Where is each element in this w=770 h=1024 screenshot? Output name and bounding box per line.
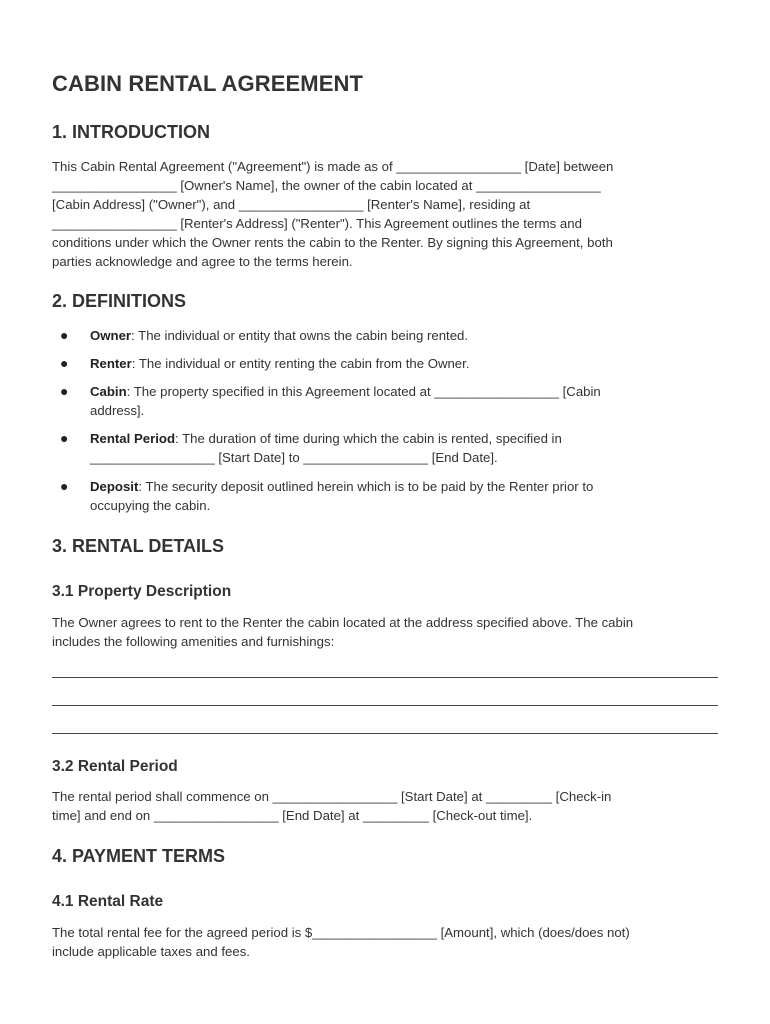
paragraph-line: The rental period shall commence on _________________ [Start Date] at _________ [Check-in bbox=[52, 789, 612, 804]
definition-text: : The individual or entity that owns the cabin being rented. bbox=[131, 328, 469, 343]
definition-term: Renter bbox=[90, 356, 132, 371]
section-heading-rental-details: 3. RENTAL DETAILS bbox=[52, 536, 225, 556]
definition-text: : The individual or entity renting the cabin from the Owner. bbox=[131, 356, 470, 371]
introduction-line: _________________ [Owner's Name], the owner of the cabin located at _________________ bbox=[52, 178, 601, 193]
definition-term: Rental Period bbox=[90, 431, 176, 446]
introduction-line: This Cabin Rental Agreement ("Agreement") is made as of _________________ [Date] between bbox=[52, 159, 614, 174]
definition-text: : The duration of time during which the cabin is rented, specified in bbox=[175, 431, 562, 446]
definition-item-owner bbox=[90, 326, 690, 345]
definition-item-rental-period bbox=[90, 429, 690, 467]
paragraph-line: time] and end on _________________ [End Date] at _________ [Check-out time]. bbox=[52, 808, 533, 823]
paragraph-line: include applicable taxes and fees. bbox=[52, 944, 250, 959]
definition-item-deposit bbox=[90, 477, 690, 515]
bullet-icon: ● bbox=[60, 478, 69, 494]
section-heading-payment-terms: 4. PAYMENT TERMS bbox=[52, 846, 226, 866]
rental-period-paragraph bbox=[52, 787, 732, 825]
introduction-line: _________________ [Renter's Address] ("Renter"). This Agreement outlines the terms and bbox=[52, 216, 582, 231]
definition-text: : The property specified in this Agreement located at _________________ [Cabin bbox=[126, 384, 601, 399]
definition-text-continued: occupying the cabin. bbox=[90, 498, 211, 513]
introduction-line: parties acknowledge and agree to the terms herein. bbox=[52, 254, 353, 269]
paragraph-line: The total rental fee for the agreed period is $_________________ [Amount], which (does/does not) bbox=[52, 925, 630, 940]
paragraph-line: includes the following amenities and furnishings: bbox=[52, 634, 335, 649]
blank-fill-line bbox=[52, 677, 718, 678]
subsection-heading-rental-period: 3.2 Rental Period bbox=[52, 758, 178, 775]
definition-item-renter bbox=[90, 354, 690, 373]
definition-term: Owner bbox=[90, 328, 132, 343]
bullet-icon: ● bbox=[60, 327, 69, 343]
definition-term: Deposit bbox=[90, 479, 139, 494]
definition-term: Cabin bbox=[90, 384, 127, 399]
bullet-icon: ● bbox=[60, 383, 69, 399]
introduction-paragraph bbox=[52, 157, 732, 271]
section-heading-definitions: 2. DEFINITIONS bbox=[52, 291, 187, 311]
subsection-heading-rental-rate: 4.1 Rental Rate bbox=[52, 893, 164, 910]
rental-rate-paragraph bbox=[52, 923, 732, 961]
bullet-icon: ● bbox=[60, 355, 69, 371]
definition-item-cabin bbox=[90, 382, 690, 420]
subsection-heading-property-description: 3.1 Property Description bbox=[52, 583, 232, 600]
blank-fill-line bbox=[52, 733, 718, 734]
introduction-line: [Cabin Address] ("Owner"), and _________________ [Renter's Name], residing at bbox=[52, 197, 531, 212]
section-heading-introduction: 1. INTRODUCTION bbox=[52, 122, 211, 142]
definition-text-continued: address]. bbox=[90, 403, 145, 418]
definition-text: : The security deposit outlined herein which is to be paid by the Renter prior to bbox=[138, 479, 594, 494]
introduction-line: conditions under which the Owner rents the cabin to the Renter. By signing this Agreement, both bbox=[52, 235, 613, 250]
blank-fill-line bbox=[52, 705, 718, 706]
bullet-icon: ● bbox=[60, 430, 69, 446]
property-description-paragraph bbox=[52, 613, 732, 651]
document-title: CABIN RENTAL AGREEMENT bbox=[52, 71, 364, 96]
paragraph-line: The Owner agrees to rent to the Renter the cabin located at the address specified above. The cabin bbox=[52, 615, 634, 630]
definition-text-continued: _________________ [Start Date] to _________________ [End Date]. bbox=[90, 450, 498, 465]
